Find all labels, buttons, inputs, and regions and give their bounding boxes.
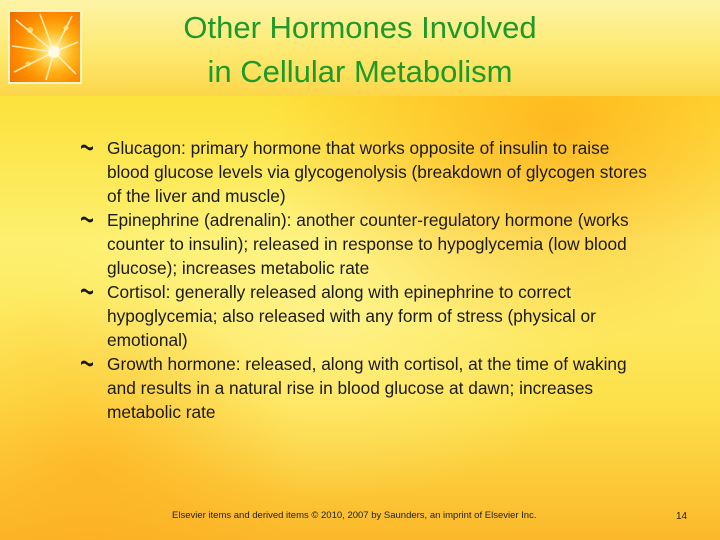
- ribbon-bullet-icon: [80, 215, 94, 225]
- bullet-text: Growth hormone: released, along with cortisol, at the time of waking and results in a natural rise in blood glucose at dawn; increases metabolic rate: [107, 354, 627, 422]
- bullet-text: Epinephrine (adrenalin): another counter-regulatory hormone (works counter to insulin); released in response to hypoglycemia (low blood glucose); increases metabolic rate: [107, 210, 629, 278]
- bullet-item-growth-hormone: [78, 352, 650, 424]
- ribbon-bullet-icon: [80, 143, 94, 153]
- bullet-text: Glucagon: primary hormone that works opposite of insulin to raise blood glucose levels via glycogenolysis (breakdown of glycogen stores of the liver and muscle): [107, 138, 647, 206]
- ribbon-bullet-icon: [80, 287, 94, 297]
- bullet-item-epinephrine: [78, 208, 650, 280]
- page-number: 14: [676, 511, 688, 522]
- copyright-footer: Elsevier items and derived items © 2010, 2007 by Saunders, an imprint of Elsevier Inc.: [172, 510, 537, 521]
- ribbon-bullet-icon: [80, 359, 94, 369]
- slide-title-line-1: Other Hormones Involved: [183, 10, 537, 45]
- bullet-list: [78, 136, 650, 424]
- slide-title: [120, 6, 600, 94]
- bullet-item-cortisol: [78, 280, 650, 352]
- orange-slice-icon: [8, 10, 82, 84]
- slide-title-line-2: in Cellular Metabolism: [207, 54, 513, 89]
- bullet-text: Cortisol: generally released along with epinephrine to correct hypoglycemia; also released with any form of stress (physical or emotional): [107, 282, 596, 350]
- bullet-item-glucagon: [78, 136, 650, 208]
